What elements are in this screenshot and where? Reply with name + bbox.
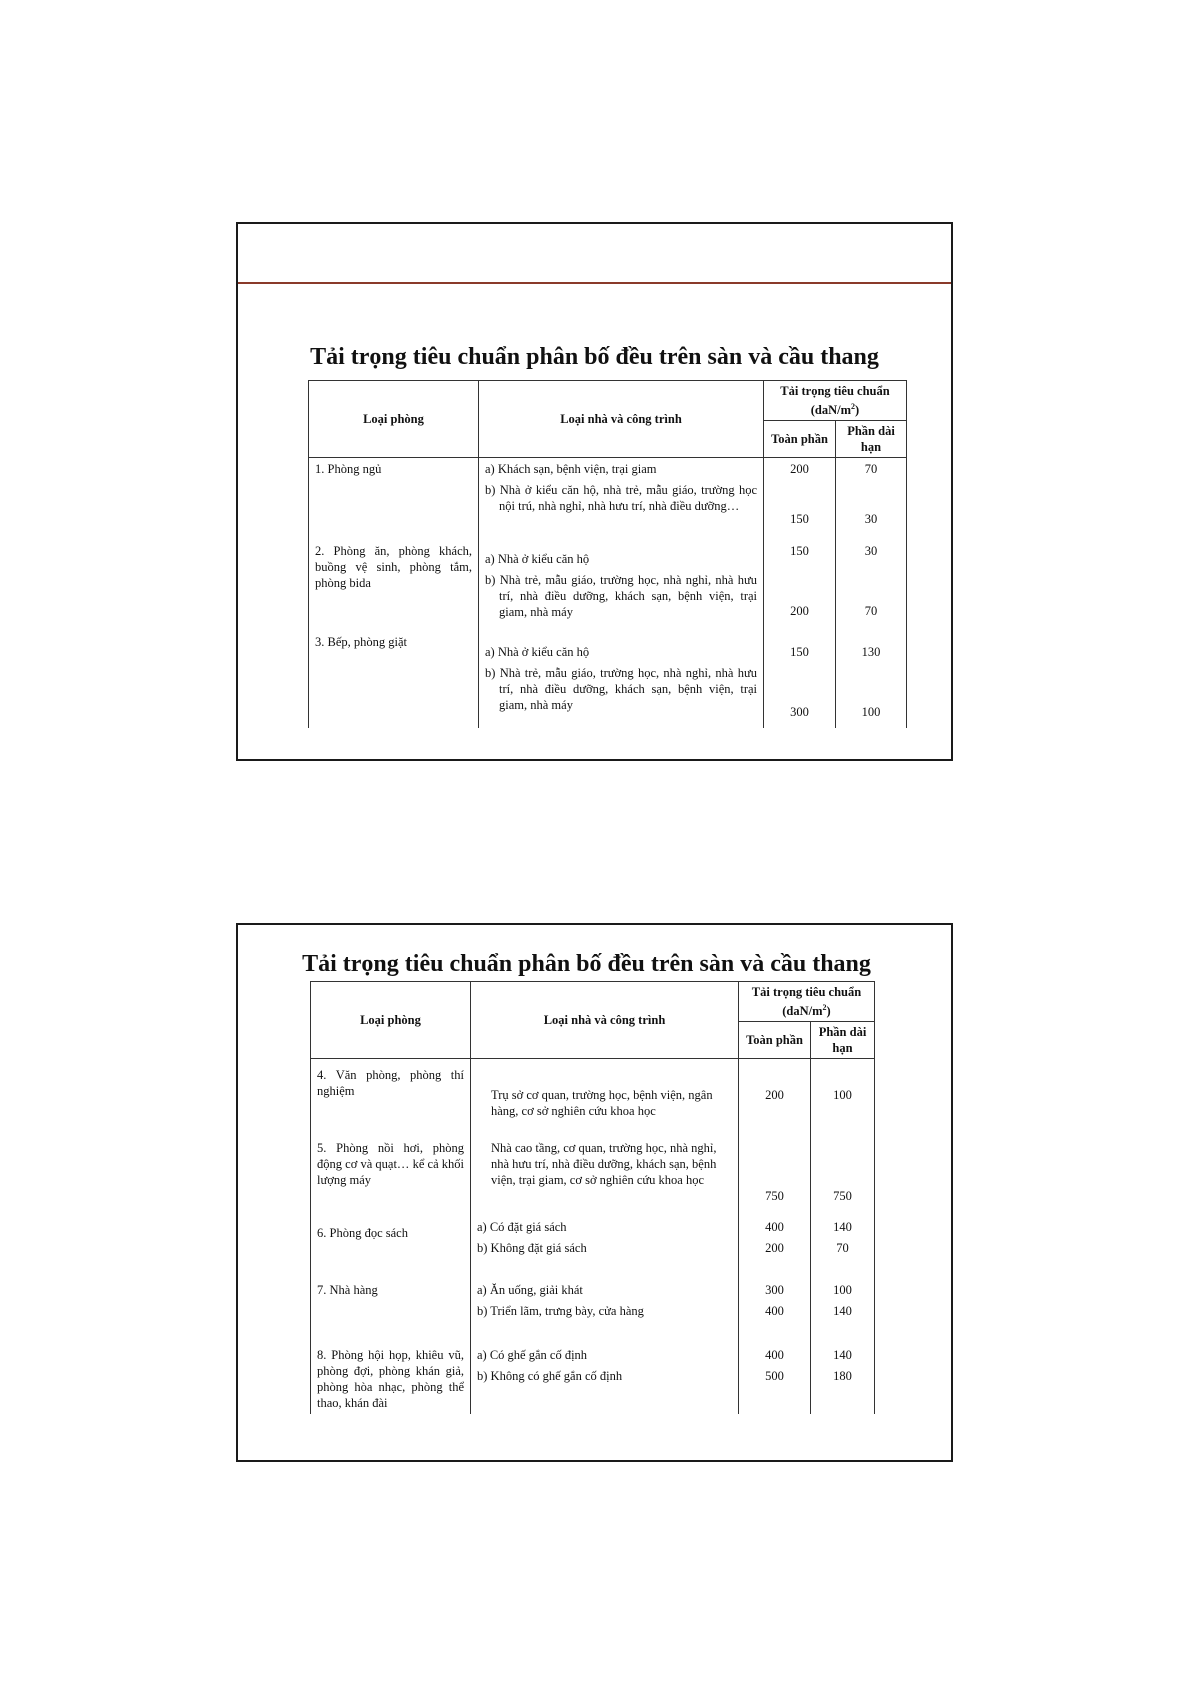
long-term-load-cell: 100 140 — [811, 1264, 875, 1327]
table-row — [309, 628, 907, 728]
full-load-cell: 200 — [739, 1059, 811, 1131]
long-term-load-cell: 100 — [811, 1059, 875, 1131]
room-type-cell: 4. Văn phòng, phòng thí nghiệm — [311, 1059, 471, 1131]
table-row — [309, 458, 907, 536]
slide-title: Tải trọng tiêu chuẩn phân bố đều trên sàn và cầu thang — [310, 344, 879, 370]
slide-header-rule — [238, 282, 951, 284]
header-long-term-load: Phần dài hạn — [836, 421, 907, 458]
header-long-term-load: Phần dài hạn — [811, 1022, 875, 1059]
room-type-cell: 1. Phòng ngủ — [309, 458, 479, 536]
room-type-cell: 6. Phòng đọc sách — [311, 1207, 471, 1264]
slide-1 — [236, 222, 953, 761]
header-room-type: Loại phòng — [311, 982, 471, 1059]
table-row — [311, 1207, 875, 1264]
table-row — [311, 1059, 875, 1131]
slide-2 — [236, 923, 953, 1462]
long-term-load-cell: 140 180 — [811, 1327, 875, 1414]
long-term-load-cell: 30 70 — [836, 535, 907, 628]
table-row — [311, 1130, 875, 1207]
table-row — [309, 535, 907, 628]
header-full-load: Toàn phần — [739, 1022, 811, 1059]
long-term-load-cell: 750 — [811, 1130, 875, 1207]
room-type-cell: 8. Phòng hội họp, khiêu vũ, phòng đợi, phòng khán giả, phòng hòa nhạc, phòng thể thao, khán đài — [311, 1327, 471, 1414]
header-full-load: Toàn phần — [764, 421, 836, 458]
header-standard-load: Tải trọng tiêu chuẩn $(daN/m^2)$ — [739, 982, 875, 1022]
full-load-cell: 200 150 — [764, 458, 836, 536]
building-type-cell: a) Có đặt giá sách b) Không đặt giá sách — [471, 1207, 739, 1264]
table-row — [311, 1264, 875, 1327]
building-type-cell: a) Nhà ở kiểu căn hộ b) Nhà trẻ, mẫu giáo, trường học, nhà nghỉ, nhà hưu trí, nhà điều dưỡng, khách sạn, bệnh viện, trại giam, nhà máy — [479, 628, 764, 728]
building-type-cell: a) Khách sạn, bệnh viện, trại giam b) Nhà ở kiểu căn hộ, nhà trẻ, mẫu giáo, trường học nội trú, nhà nghỉ, nhà hưu trí, nhà điều dưỡng… — [479, 458, 764, 536]
room-type-cell: 5. Phòng nồi hơi, phòng động cơ và quạt… kể cả khối lượng máy — [311, 1130, 471, 1207]
full-load-cell: 300 400 — [739, 1264, 811, 1327]
header-room-type: Loại phòng — [309, 381, 479, 458]
building-type-cell: a) Nhà ở kiểu căn hộ b) Nhà trẻ, mẫu giáo, trường học, nhà nghỉ, nhà hưu trí, nhà điều dưỡng, khách sạn, bệnh viện, trại giam, nhà máy — [479, 535, 764, 628]
slide-title: Tải trọng tiêu chuẩn phân bố đều trên sàn và cầu thang — [302, 951, 871, 977]
room-type-cell: 3. Bếp, phòng giặt — [309, 628, 479, 728]
long-term-load-cell: 140 70 — [811, 1207, 875, 1264]
load-table — [310, 981, 875, 1414]
room-type-cell: 7. Nhà hàng — [311, 1264, 471, 1327]
long-term-load-cell: 130 100 — [836, 628, 907, 728]
full-load-cell: 400 200 — [739, 1207, 811, 1264]
building-type-cell: a) Ăn uống, giải khát b) Triển lãm, trưng bày, cửa hàng — [471, 1264, 739, 1327]
header-building-type: Loại nhà và công trình — [479, 381, 764, 458]
full-load-cell: 750 — [739, 1130, 811, 1207]
long-term-load-cell: 70 30 — [836, 458, 907, 536]
building-type-cell: Trụ sở cơ quan, trường học, bệnh viện, ngân hàng, cơ sở nghiên cứu khoa học — [471, 1059, 739, 1131]
building-type-cell: Nhà cao tầng, cơ quan, trường học, nhà nghỉ, nhà hưu trí, nhà điều dưỡng, khách sạn, bệnh viện, trại giam, cơ sở nghiên cứu khoa học — [471, 1130, 739, 1207]
full-load-cell: 150 200 — [764, 535, 836, 628]
room-type-cell: 2. Phòng ăn, phòng khách, buồng vệ sinh, phòng tắm, phòng bida — [309, 535, 479, 628]
load-table — [308, 380, 907, 728]
full-load-cell: 150 300 — [764, 628, 836, 728]
building-type-cell: a) Có ghế gắn cố định b) Không có ghế gắn cố định — [471, 1327, 739, 1414]
header-standard-load: Tải trọng tiêu chuẩn $(daN/m^2)$ — [764, 381, 907, 421]
header-building-type: Loại nhà và công trình — [471, 982, 739, 1059]
full-load-cell: 400 500 — [739, 1327, 811, 1414]
table-row — [311, 1327, 875, 1414]
